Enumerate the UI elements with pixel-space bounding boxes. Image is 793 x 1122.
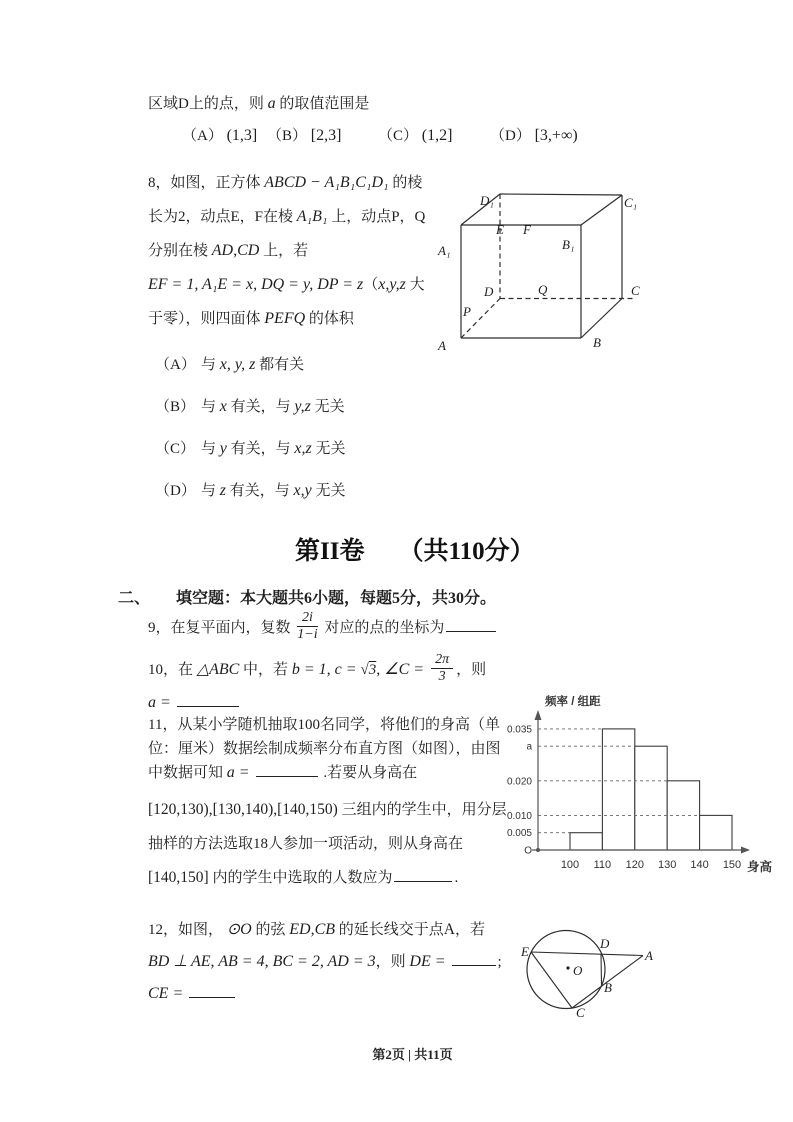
circle-label-a: A (645, 948, 653, 963)
q8-stem-line-5: 于零），则四面体 PEFQ 的体积 (148, 310, 354, 327)
q10 (148, 650, 486, 716)
histogram-figure (505, 683, 790, 888)
svg-text:130: 130 (658, 859, 677, 871)
option-text: 与 x, y, z 都有关 (201, 356, 305, 373)
option-label: （C） (155, 441, 196, 457)
hist-ylabel: 频率 / 组距 (545, 696, 601, 708)
cube-label-p: P (463, 304, 471, 319)
circle-o (527, 931, 605, 1009)
svg-text:110: 110 (593, 859, 612, 871)
svg-text:100: 100 (560, 859, 580, 871)
cube-solid-edges (461, 194, 622, 338)
option-value: (1,2] (421, 127, 453, 144)
cube-label-a: A (438, 338, 446, 353)
circle-label-e: E (521, 944, 529, 959)
option-label: （C） (378, 128, 419, 144)
q11-line-6: [140,150] 内的学生中选取的人数应为 . (148, 869, 459, 886)
circle-label-o: O (573, 963, 583, 978)
svg-text:0.010: 0.010 (506, 810, 532, 822)
option-value: [2,3] (310, 127, 342, 144)
cube-label-d1: D₁ (480, 193, 494, 208)
q8-option-b (155, 386, 555, 428)
q10-line-2: a = (148, 690, 486, 716)
q7-option-d (490, 124, 578, 145)
part2-heading (295, 531, 535, 567)
circle-chords (531, 952, 643, 1008)
q12 (148, 914, 543, 1010)
q7-stem: 区域D上的点，则 a 的取值范围是 (148, 95, 370, 112)
circle-label-b: B (604, 980, 612, 995)
q12-line-1: 12，如图， ⊙O 的弦 ED,CB 的延长线交于点A，若 (148, 921, 486, 938)
circle-figure (512, 915, 692, 1045)
part2-points: （共110分） (398, 538, 535, 565)
cube-hidden-edges (461, 194, 633, 338)
q7-option-b (267, 124, 341, 145)
option-value: [3,+∞) (534, 127, 578, 144)
part2-title: 第II卷 (295, 538, 365, 565)
q8-options (155, 344, 555, 512)
q7-options (148, 124, 748, 152)
option-label: （D） (155, 483, 196, 499)
q10-line-1: 10，在 △ABC 中，若 b = 1, c = √3, ∠C = $\frac{2\pi}{3}$ ，则 (148, 651, 487, 685)
svg-text:120: 120 (625, 859, 644, 871)
q12-line-3: CE = (148, 978, 543, 1010)
cube-label-b1: B₁ (562, 237, 575, 252)
q11-line-5: 抽样的方法选取18人参加一项活动，则从身高在 (148, 836, 464, 852)
q8-stem-line-2: 长为2，动点E，F在棱 A₁B₁ 上，动点P，Q (148, 208, 426, 225)
cube-label-c1: C₁ (624, 195, 638, 210)
cube-label-c: C (631, 283, 640, 298)
q8-option-d (155, 470, 555, 512)
option-label: （B） (155, 399, 196, 415)
q8-option-a (155, 344, 555, 386)
q7-option-a (182, 124, 257, 145)
hist-xlabel: 身高 (747, 860, 773, 874)
q8-stem (148, 166, 478, 336)
option-label: （D） (490, 128, 531, 144)
q8-stem-line-1: 8，如图，正方体 ABCD − A₁B₁C₁D₁ 的棱 (148, 174, 423, 191)
q8-stem-line-4: EF = 1, A₁E = x, DQ = y, DP = z（x,y,z 大 (148, 276, 425, 293)
page-footer: 第2页 | 共11页 (372, 1047, 453, 1062)
q7-option-c (378, 124, 452, 145)
section-index: 二、 (118, 590, 151, 607)
option-value: (1,3] (226, 127, 258, 144)
option-label: （A） (155, 357, 196, 373)
svg-text:0.005: 0.005 (506, 828, 532, 840)
cube-label-e: E (496, 222, 504, 237)
circle-label-c: C (576, 1005, 585, 1020)
q11-line-1: 11，从某小学随机抽取100名同学，将他们的身高（单 (148, 717, 500, 733)
svg-text:O: O (524, 845, 532, 857)
option-text: 与 y 有关，与 x,z 无关 (201, 440, 346, 457)
svg-text:150: 150 (722, 859, 742, 871)
svg-text:0.020: 0.020 (506, 776, 532, 788)
q11-line-2: 位：厘米）数据绘制成频率分布直方图（如图），由图 (148, 741, 501, 757)
q12-line-2: BD ⊥ AE, AB = 4, BC = 2, AD = 3，则 DE = ; (148, 953, 502, 970)
cube-label-b: B (593, 335, 601, 350)
svg-text:a: a (526, 741, 532, 753)
section-text: 填空题：本大题共6小题，每题5分，共30分。 (176, 590, 497, 607)
q9-line: 9，在复平面内，复数 $\frac{2i}{1-i}$ 对应的点的坐标为 (148, 608, 498, 648)
cube-label-f: F (523, 222, 531, 237)
option-text: 与 x 有关，与 y,z 无关 (201, 398, 345, 415)
q8-option-c (155, 428, 555, 470)
option-label: （B） (267, 128, 308, 144)
q11-line-4: [120,130),[130,140),[140,150) 三组内的学生中，用分层 (148, 801, 507, 818)
section-heading (118, 585, 496, 608)
cube-figure (432, 178, 662, 368)
svg-text:0.035: 0.035 (506, 724, 532, 736)
center-dot (566, 966, 569, 969)
circle-label-d: D (600, 936, 610, 951)
q11-line-3: 中数据可知 a = .若要从身高在 (148, 764, 418, 781)
q11-part1 (148, 713, 543, 788)
svg-text:140: 140 (690, 859, 709, 871)
q11-part2 (148, 793, 543, 895)
option-label: （A） (182, 128, 223, 144)
cube-label-q: Q (538, 282, 548, 297)
option-text: 与 z 有关，与 x,y 无关 (201, 482, 346, 499)
q8-stem-line-3: 分别在棱 AD,CD 上，若 (148, 242, 309, 259)
cube-label-d: D (484, 284, 494, 299)
cube-label-a1: A₁ (438, 243, 451, 258)
